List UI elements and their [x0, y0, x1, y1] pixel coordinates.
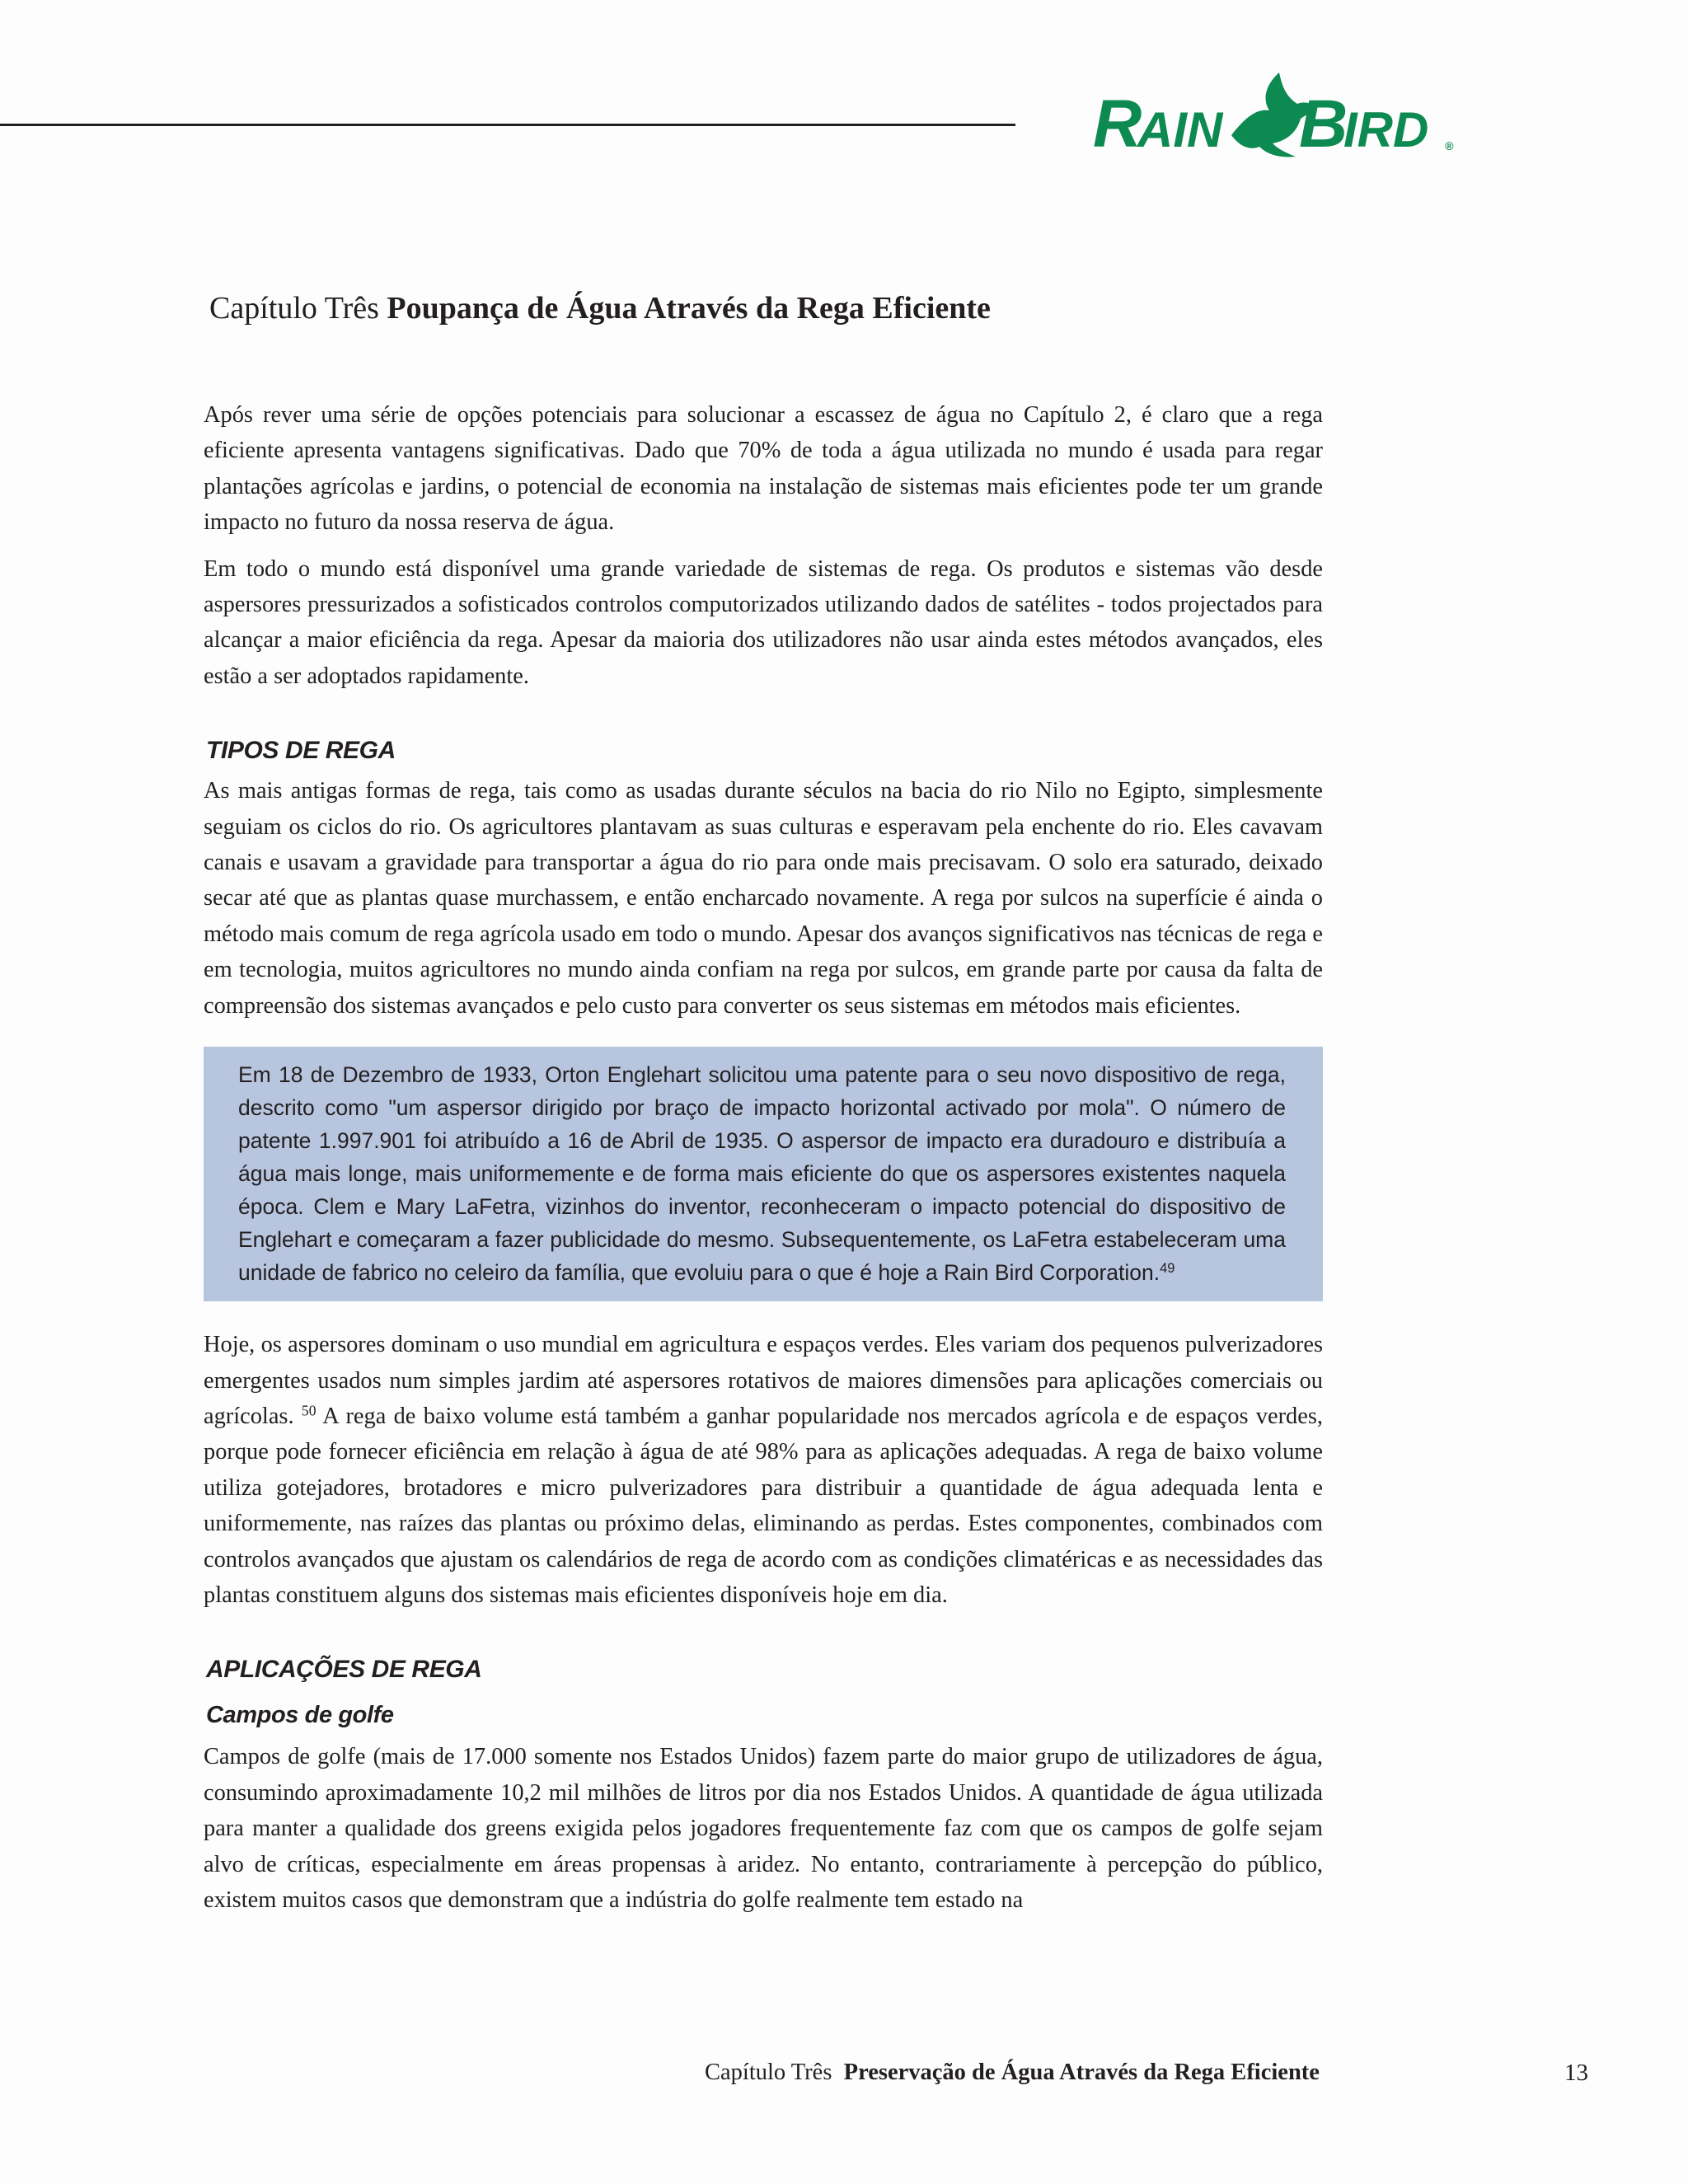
footnote-50: 50 — [301, 1402, 316, 1419]
footer-chapter-name: Preservação de Água Através da Rega Eficiente — [843, 2060, 1320, 2085]
svg-text:IRD: IRD — [1343, 102, 1429, 157]
golf-paragraph: Campos de golfe (mais de 17.000 somente nos Estados Unidos) fazem parte do maior grupo de utilizadores de água, consumindo aproximadamente 10,2 mil milhões de litros por dia nos Estados Unidos. A quantidade de água utilizada para manter a qualidade dos greens exigida pelos jogadores frequentemente faz com que os campos de golfe sejam alvo de críticas, especialmente em áreas propensas à aridez. No entanto, contrariamente à percepção do público, existem muitos casos que demonstram que a indústria do golfe realmente tem estado na — [204, 1744, 1323, 1913]
sprinklers-text-start: Hoje, os aspersores dominam o uso mundial em agricultura e espaços verdes. Eles variam dos pequenos pulverizadores emergentes usados num simples jardim até aspersores rotativos de maiores dimensões para aplicações comerciais ou agrícolas. — [204, 1332, 1323, 1429]
section-heading-tipos: TIPOS DE REGA — [206, 737, 396, 765]
footer-label: Capítulo Três — [705, 2060, 832, 2085]
subheading-golf: Campos de golfe — [206, 1702, 394, 1729]
chapter-title — [209, 290, 991, 326]
tipos-paragraph: As mais antigas formas de rega, tais como as usadas durante séculos na bacia do rio Nilo no Egipto, simplesmente seguiam os ciclos do rio. Os agricultores plantavam as suas culturas e esperavam pela enchente do rio. Eles cavavam canais e usavam a gravidade para transportar a água do rio para onde mais precisavam. O solo era saturado, deixado secar até que as plantas quase murchassem, e então encharcado novamente. A rega por sulcos na superfície é ainda o método mais comum de rega agrícola usado em todo o mundo. Apesar dos avanços significativos nas técnicas de rega e em tecnologia, muitos agricultores no mundo ainda confiam na rega por sulcos, em grande parte por causa da falta de compreensão dos sistemas avançados e pelo custo para converter os seus sistemas em métodos mais eficientes. — [204, 778, 1323, 1019]
chapter-label: Capítulo Três — [209, 291, 379, 326]
svg-text:AIN: AIN — [1137, 102, 1223, 157]
page-footer — [705, 2060, 1320, 2086]
svg-text:R: R — [1093, 87, 1142, 162]
header-rule — [0, 124, 1015, 126]
section-heading-aplicacoes: APLICAÇÕES DE REGA — [206, 1656, 482, 1684]
intro-paragraph-1: Após rever uma série de opções potenciais para solucionar a escassez de água no Capítulo 2, é claro que a rega eficiente apresenta vantagens significativas. Dado que 70% de toda a água utilizada no mundo é usada para regar plantações agrícolas e jardins, o potencial de economia na instalação de sistemas mais eficientes pode ter um grande impacto no futuro da nossa reserva de água. — [204, 402, 1323, 536]
sprinklers-paragraph — [204, 1327, 1323, 1613]
chapter-name: Poupança de Água Através da Rega Eficiente — [387, 291, 991, 326]
callout-text: Em 18 de Dezembro de 1933, Orton Englehart solicitou uma patente para o seu novo dispositivo de rega, descrito como "um aspersor dirigido por braço de impacto horizontal activado por mola". O número de patente 1.997.901 foi atribuído a 16 de Abril de 1935. O aspersor de impacto era duradouro e distribuía a água mais longe, mais uniformemente e de forma mais eficiente do que os aspersores existentes naquela época. Clem e Mary LaFetra, vizinhos do inventor, reconheceram o impacto potencial do dispositivo de Englehart e começaram a fazer publicidade do mesmo. Subsequentemente, os LaFetra estabeleceram uma unidade de fabrico no celeiro da família, que evoluiu para o que é hoje a Rain Bird Corporation. — [238, 1062, 1286, 1286]
rain-bird-logo — [1086, 71, 1498, 162]
sprinklers-text-end: A rega de baixo volume está também a ganhar popularidade nos mercados agrícola e de espaços verdes, porque pode fornecer eficiência em relação à água de até 98% para as aplicações adequadas. A rega de baixo volume utiliza gotejadores, brotadores e micro pulverizadores para distribuir a quantidade de água adequada lenta e uniformemente, nas raízes das plantas ou próximo delas, eliminando as perdas. Estes componentes, combinados com controlos avançados que ajustam os calendários de rega de acordo com as condições climatéricas e as necessidades das plantas constituem alguns dos sistemas mais eficientes disponíveis hoje em dia. — [204, 1403, 1323, 1608]
page-number: 13 — [1564, 2060, 1588, 2086]
body-content — [204, 397, 1323, 1929]
history-callout — [204, 1047, 1323, 1301]
intro-paragraph-2: Em todo o mundo está disponível uma grande variedade de sistemas de rega. Os produtos e sistemas vão desde aspersores pressurizados a sofisticados controlos computorizados utilizando dados de satélites - todos projectados para alcançar a maior eficiência da rega. Apesar da maioria dos utilizadores não usar ainda estes métodos avançados, eles estão a ser adoptados rapidamente. — [204, 555, 1323, 689]
footnote-49: 49 — [1160, 1261, 1175, 1277]
svg-text:®: ® — [1445, 139, 1454, 152]
svg-text:B: B — [1299, 87, 1348, 162]
